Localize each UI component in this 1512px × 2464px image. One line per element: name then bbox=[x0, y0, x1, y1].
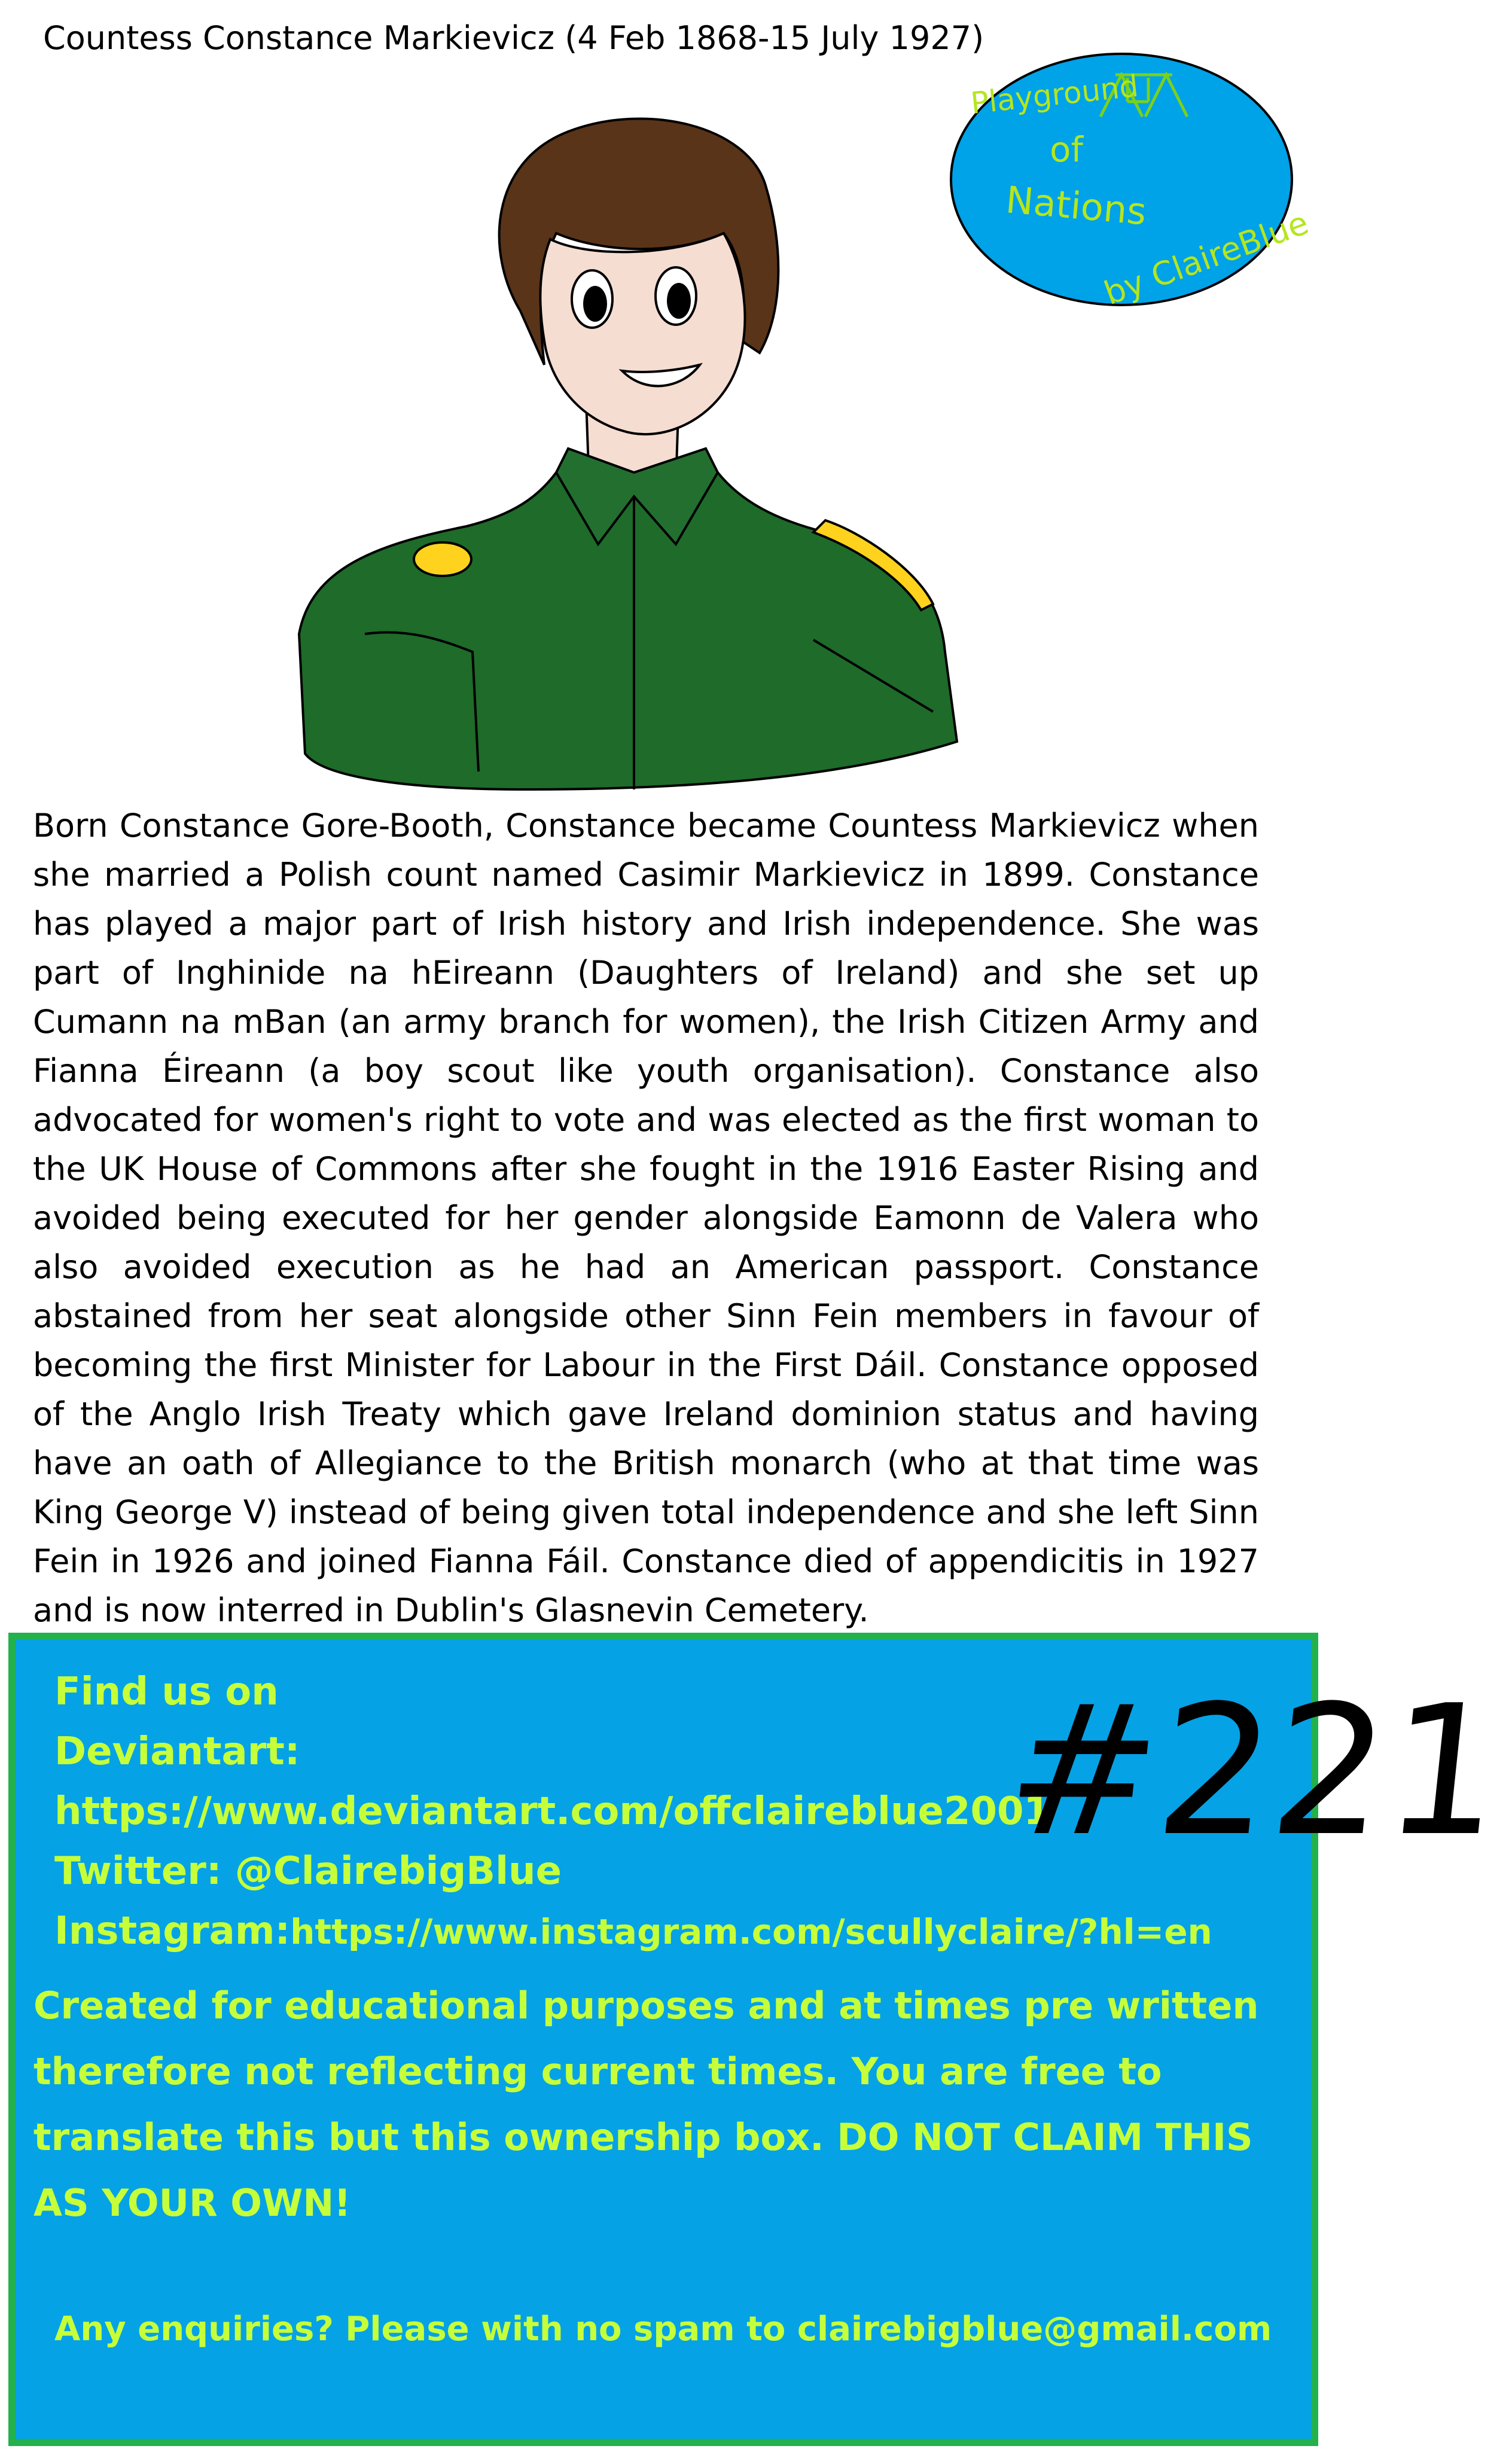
portrait-illustration bbox=[287, 114, 981, 801]
issue-number: #221 bbox=[997, 1667, 1512, 1876]
twitter-handle[interactable]: Twitter: @ClairebigBlue bbox=[54, 1849, 562, 1893]
playground-of-nations-logo bbox=[948, 42, 1325, 341]
notice-line-3: translate this but this ownership box. DO NOT CLAIM THIS bbox=[33, 2115, 1253, 2159]
uniform bbox=[299, 472, 957, 789]
find-us-label: Find us on bbox=[54, 1670, 279, 1714]
ownership-box bbox=[8, 1633, 1512, 2446]
notice-line-4: AS YOUR OWN! bbox=[33, 2181, 351, 2225]
logo-line-1: Playground bbox=[969, 68, 1140, 121]
logo-line-3: Nations bbox=[1004, 178, 1148, 234]
instagram-label: Instagram: bbox=[54, 1909, 291, 1953]
instagram-link[interactable]: https://www.instagram.com/scullyclaire/?hl=en bbox=[290, 1911, 1212, 1952]
deviantart-link[interactable]: https://www.deviantart.com/offclaireblue2001 bbox=[54, 1789, 1051, 1834]
logo-line-2: of bbox=[1050, 129, 1083, 170]
notice-line-2: therefore not reflecting current times. You are free to bbox=[33, 2050, 1162, 2093]
enquiries-text: Any enquiries? Please with no spam to clairebigblue@gmail.com bbox=[54, 2310, 1272, 2349]
deviantart-label: Deviantart: bbox=[54, 1730, 300, 1774]
face bbox=[540, 233, 745, 434]
notice-line-1: Created for educational purposes and at times pre written bbox=[33, 1984, 1259, 2027]
left-epaulette bbox=[414, 542, 471, 576]
biography-text: Born Constance Gore-Booth, Constance became Countess Markievicz when she married a Polish count named Casimir Markievicz in 1899. Constance has played a major part of Irish history and Irish independence. She was part of Inghinide na hEireann (Daughters of Ireland) and she set up Cumann na mBan (an army branch for women), the Irish Citizen Army and Fianna Éireann (a boy scout like youth organisation). Constance also advocated for women's right to vote and was elected as the first woman to the UK House of Commons after she fought in the 1916 Easter Rising and avoided being executed for her gender alongside Eamonn de Valera who also avoided execution as he had an American passport. Constance abstained from her seat alongside other Sinn Fein members in favour of becoming the first Minister for Labour in the First Dáil. Constance opposed of the Anglo Irish Treaty which gave Ireland dominion status and having have an oath of Allegiance to the British monarch (who at that time was King George V) instead of being given total independence and she left Sinn Fein in 1926 and joined Fianna Fáil. Constance died of appendicitis in 1927 and is now interred in Dublin's Glasnevin Cemetery. bbox=[33, 807, 1259, 1629]
logo-line-4: by ClaireBlue bbox=[1099, 203, 1313, 313]
page-title: Countess Constance Markievicz (4 Feb 1868-15 July 1927) bbox=[43, 19, 984, 57]
